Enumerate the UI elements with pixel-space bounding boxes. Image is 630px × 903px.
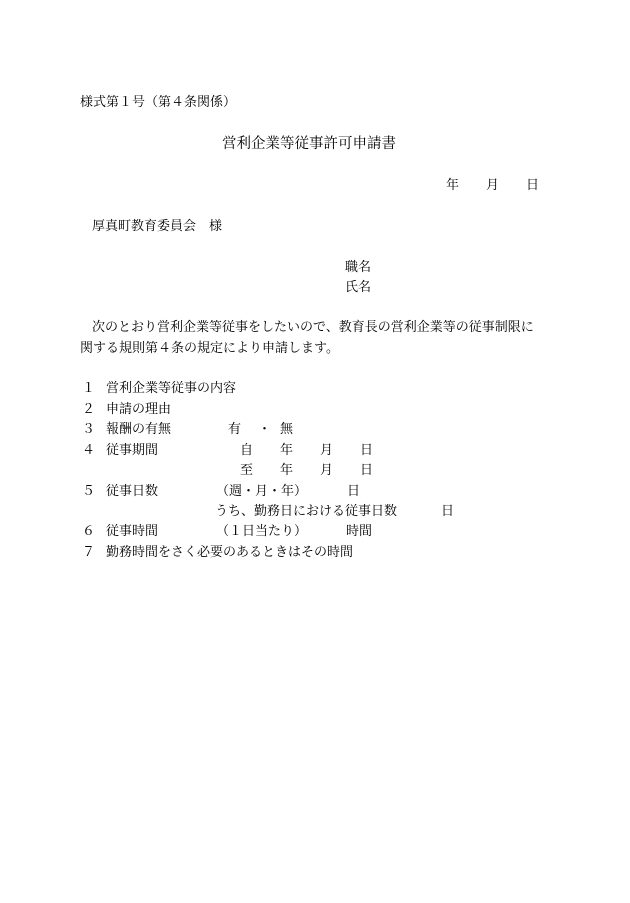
period-from-day: 日 [360, 443, 374, 458]
remuneration-no: 無 [280, 422, 294, 437]
item-number: ３ [82, 422, 96, 437]
form-number: 様式第１号（第４条関係） [80, 95, 237, 110]
body-line-1: 次のとおり営利企業等従事をしたいので、教育長の営利企業等の従事制限に [92, 320, 534, 335]
period-from-month: 月 [320, 443, 334, 458]
date-month-label: 月 [486, 178, 500, 193]
item-number: ６ [82, 524, 96, 539]
date-day-label: 日 [526, 178, 540, 193]
period-from-label: 自 [240, 443, 254, 458]
document-title: 営利企業等従事許可申請書 [222, 136, 396, 152]
period-to-day: 日 [360, 463, 374, 478]
item-number: ７ [82, 545, 96, 560]
remuneration-separator: ・ [258, 422, 272, 437]
item-label-remuneration: 報酬の有無 [106, 422, 172, 437]
work-days-unit: 日 [441, 504, 455, 519]
hours-unit: 時間 [346, 524, 373, 539]
item-label-hours: 従事時間 [106, 524, 159, 539]
hours-per-day-note: （１日当たり） [216, 524, 308, 539]
addressee: 厚真町教育委員会 様 [92, 219, 223, 234]
item-label-content: 営利企業等従事の内容 [106, 381, 237, 396]
item-label-work-hours-required: 勤務時間をさく必要のあるときはその時間 [106, 545, 354, 560]
item-number: ４ [82, 443, 96, 458]
item-label-reason: 申請の理由 [106, 402, 172, 417]
period-to-month: 月 [320, 463, 334, 478]
date-year-label: 年 [446, 178, 460, 193]
period-to-year: 年 [280, 463, 294, 478]
period-from-year: 年 [280, 443, 294, 458]
remuneration-yes: 有 [228, 422, 242, 437]
days-unit-note: （週・月・年） [216, 484, 308, 499]
item-number: ２ [82, 402, 96, 417]
item-number: ５ [82, 484, 96, 499]
body-line-2: 関する規則第４条の規定により申請します。 [80, 341, 339, 356]
item-label-period: 従事期間 [106, 443, 159, 458]
position-label: 職名 [345, 260, 372, 275]
work-days-note: うち、勤務日における従事日数 [215, 504, 398, 519]
item-label-days: 従事日数 [106, 484, 159, 499]
name-label: 氏名 [345, 280, 372, 295]
item-number: １ [82, 381, 96, 396]
days-day-label: 日 [347, 484, 361, 499]
period-to-label: 至 [240, 463, 254, 478]
